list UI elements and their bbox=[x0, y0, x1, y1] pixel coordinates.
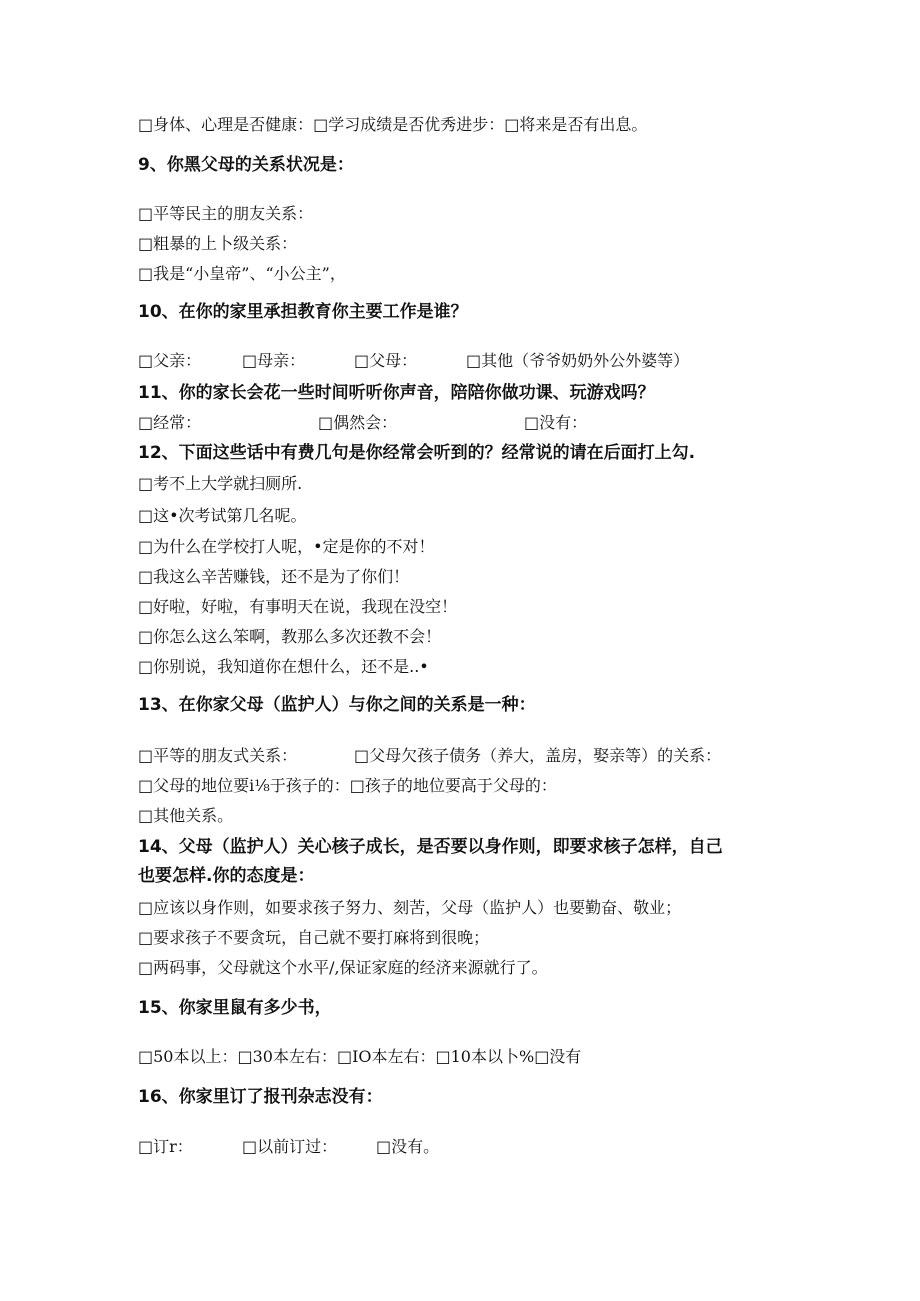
q10-option-parents: □父母： bbox=[354, 351, 418, 370]
q12-option-5: □好啦，好啦，有事明天在说，我现在没空！ bbox=[138, 597, 458, 616]
q16-option-none: □没有。 bbox=[376, 1137, 440, 1156]
q12-option-4: □我这么辛苦赚钱，还不是为了你们！ bbox=[138, 567, 410, 586]
q10-option-mother: □母亲： bbox=[242, 351, 306, 370]
q12-option-3: □为什么在学校打人呢，•定是你的不对！ bbox=[138, 537, 435, 556]
q9-option-2: □粗暴的上卜级关系： bbox=[138, 234, 298, 253]
q13-option-debt: □父母欠孩子债务（养大，盖房，娶亲等）的关系： bbox=[354, 746, 722, 765]
intro-options-line: □身体、心理是否健康：□学习成绩是否优秀进步：□将来是否有出息。 bbox=[138, 115, 648, 134]
q14-option-2: □要求孩子不要贪玩，自己就不要打麻将到很晚； bbox=[138, 928, 490, 947]
q12-option-1: □考不上大学就扫厕所. bbox=[138, 474, 303, 493]
q13-option-other: □其他关系。 bbox=[138, 806, 234, 825]
q9-option-3: □我是“小皇帝”、“小公主”， bbox=[138, 264, 346, 283]
question-14-title-line1: 14、父母（监护人）关心核子成长，是否要以身作则，即要求核子怎样，自己 bbox=[138, 837, 723, 857]
question-9-title: 9、你黑父母的关系状况是： bbox=[138, 155, 354, 175]
question-15-title: 15、你家里鼠有多少书， bbox=[138, 998, 332, 1018]
q11-option-often: □经常： bbox=[138, 413, 202, 432]
q13-option-status-line: □父母的地位要i⅛于孩子的：□孩子的地位要高于父母的： bbox=[138, 776, 557, 795]
question-10-title: 10、在你的家里承担教育你主要工作是谁？ bbox=[138, 302, 468, 322]
q10-option-father: □父亲： bbox=[138, 351, 202, 370]
q12-option-2: □这•次考试第几名呢。 bbox=[138, 506, 307, 525]
q10-option-other: □其他（爷爷奶奶外公外婆等） bbox=[466, 351, 690, 370]
q15-options-line: □50本以上：□30本左右：□IO本左右：□10本以卜%□没有 bbox=[138, 1047, 582, 1066]
question-11-title: 11、你的家长会花一些时间听听你声音，陪陪你做功课、玩游戏吗？ bbox=[138, 383, 655, 403]
q13-option-equal-friends: □平等的朋友式关系： bbox=[138, 746, 298, 765]
q11-option-never: □没有： bbox=[524, 413, 588, 432]
question-16-title: 16、你家里订了报刊杂志没有： bbox=[138, 1087, 383, 1107]
question-12-title: 12、下面这些话中有费几句是你经常会听到的？经常说的请在后面打上勾. bbox=[138, 443, 696, 463]
q11-option-sometimes: □偶然会： bbox=[318, 413, 398, 432]
q12-option-7: □你别说，我知道你在想什么，还不是..• bbox=[138, 657, 429, 676]
q16-option-previously: □以前订过： bbox=[242, 1137, 338, 1156]
q9-option-1: □平等民主的朋友关系： bbox=[138, 204, 314, 223]
q16-option-subscribed: □订r： bbox=[138, 1137, 193, 1156]
question-13-title: 13、在你家父母（监护人）与你之间的关系是一种： bbox=[138, 695, 536, 715]
q14-option-1: □应该以身作则，如要求孩子努力、刻苦，父母（监护人）也要勤奋、敬业； bbox=[138, 898, 682, 917]
q14-option-3: □两码事，父母就这个水平/,保证家庭的经济来源就行了。 bbox=[138, 958, 548, 977]
q12-option-6: □你怎么这么笨啊，教那么多次还教不会！ bbox=[138, 627, 442, 646]
question-14-title-line2: 也要怎样.你的态度是： bbox=[138, 866, 315, 886]
